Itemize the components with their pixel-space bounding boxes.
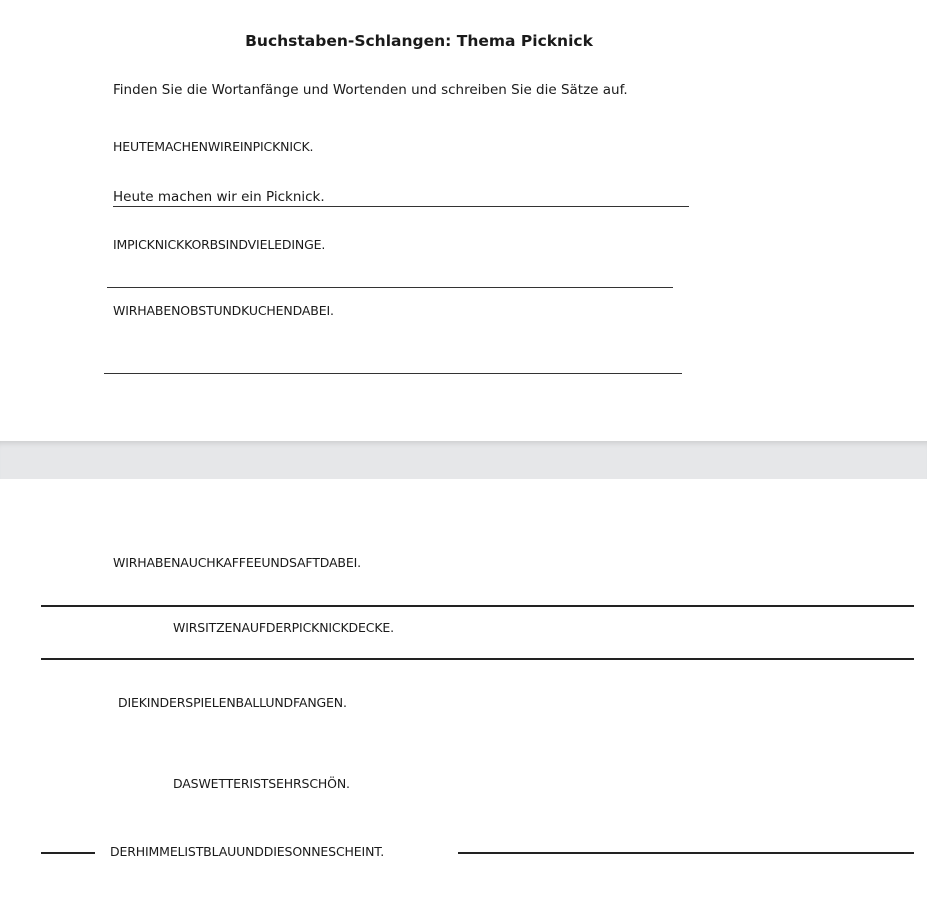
letter-snake-3: WIRHABENOBSTUNDKUCHENDABEI. — [113, 303, 334, 318]
letter-snake-7: DASWETTERISTSEHRSCHÖN. — [173, 776, 350, 791]
letter-snake-6: DIEKINDERSPIELENBALLUNDFANGEN. — [118, 695, 347, 710]
answer-line-1 — [113, 206, 689, 207]
worksheet-title: Buchstaben-Schlangen: Thema Picknick — [245, 32, 593, 50]
letter-snake-2: IMPICKNICKKORBSINDVIELEDINGE. — [113, 237, 326, 252]
answer-line-8-left — [41, 852, 95, 854]
answer-line-3 — [104, 373, 682, 374]
worksheet-page-2 — [0, 479, 927, 922]
answer-text-1: Heute machen wir ein Picknick. — [113, 189, 325, 205]
letter-snake-1: HEUTEMACHENWIREINPICKNICK. — [113, 139, 314, 154]
answer-line-4 — [41, 605, 914, 607]
answer-line-8-right — [458, 852, 914, 854]
letter-snake-5: WIRSITZENAUFDERPICKNICKDECKE. — [173, 620, 394, 635]
answer-line-5 — [41, 658, 914, 660]
answer-line-2 — [107, 287, 673, 288]
worksheet-page-1 — [0, 0, 927, 441]
letter-snake-8: DERHIMMELISTBLAUUNDDIESONNESCHEINT. — [110, 844, 385, 859]
page-separator — [0, 441, 927, 479]
instruction-text: Finden Sie die Wortanfänge und Wortenden und schreiben Sie die Sätze auf. — [113, 82, 628, 98]
letter-snake-4: WIRHABENAUCHKAFFEEUNDSAFTDABEI. — [113, 555, 361, 570]
